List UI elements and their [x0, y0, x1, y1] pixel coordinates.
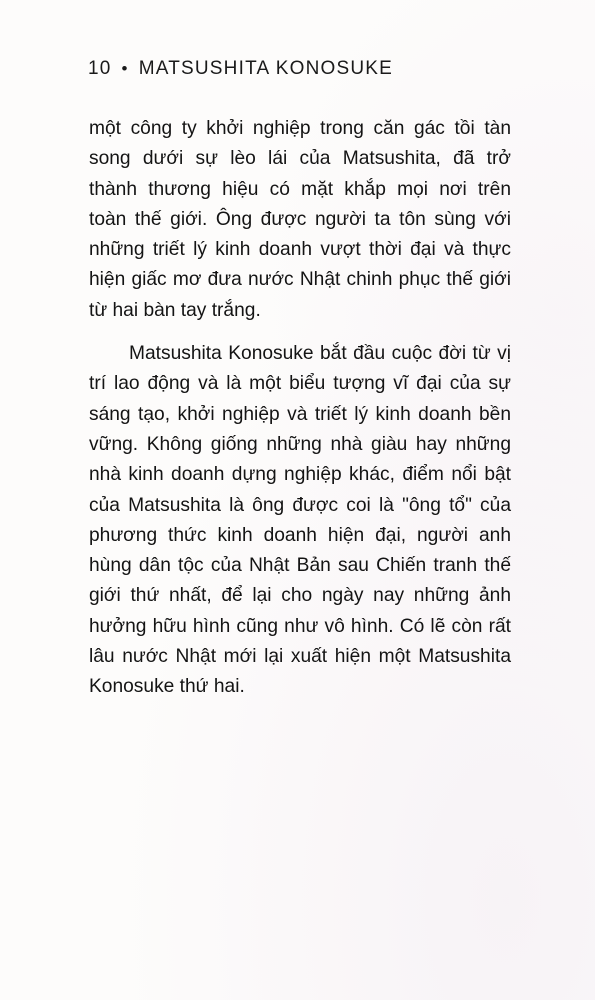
text-line: song dưới sự lèo lái của Matsushita, đã trở	[89, 148, 511, 170]
text-line: những triết lý kinh doanh vượt thời đại và thực	[89, 239, 511, 261]
body-text	[89, 114, 511, 703]
text-line: vững. Không giống những nhà giàu hay những	[89, 433, 511, 455]
text-line: một công ty khởi nghiệp trong căn gác tồi tàn	[89, 118, 511, 139]
text-line: giới thứ nhất, để lại cho ngày nay những ảnh	[89, 585, 511, 607]
text-line: thành thương hiệu có mặt khắp mọi nơi trên	[89, 178, 511, 200]
paragraph-2	[89, 339, 511, 703]
text-line: lâu nước Nhật mới lại xuất hiện một Matsushita	[89, 646, 511, 668]
paragraph-1	[89, 114, 511, 326]
text-line: hùng dân tộc của Nhật Bản sau Chiến tranh thế	[89, 555, 511, 577]
page-number: 10	[88, 58, 112, 79]
text-line: sáng tạo, khởi nghiệp và triết lý kinh doanh bền	[89, 403, 511, 425]
text-line: phương thức kinh doanh hiện đại, người anh	[89, 524, 511, 546]
text-line: của Matsushita là ông được coi là "ông tổ" của	[89, 494, 511, 516]
text-line: toàn thế giới. Ông được người ta tôn sùng với	[89, 208, 511, 230]
text-line: nhà kinh doanh dựng nghiệp khác, điểm nổi bật	[89, 464, 511, 486]
header-bullet: •	[121, 59, 129, 78]
text-line: từ hai bàn tay trắng.	[89, 299, 261, 321]
text-line: Matsushita Konosuke bắt đầu cuộc đời từ vị	[129, 343, 511, 365]
header-title: MATSUSHITA KONOSUKE	[138, 58, 394, 79]
text-line: Konosuke thứ hai.	[89, 676, 245, 698]
running-header	[88, 58, 393, 80]
text-line: hiện giấc mơ đưa nước Nhật chinh phục thế giới	[89, 269, 511, 291]
text-line: hưởng hữu hình cũng như vô hình. Có lẽ còn rất	[89, 615, 511, 637]
text-line: trí lao động và là một biểu tượng vĩ đại của sự	[89, 373, 511, 395]
